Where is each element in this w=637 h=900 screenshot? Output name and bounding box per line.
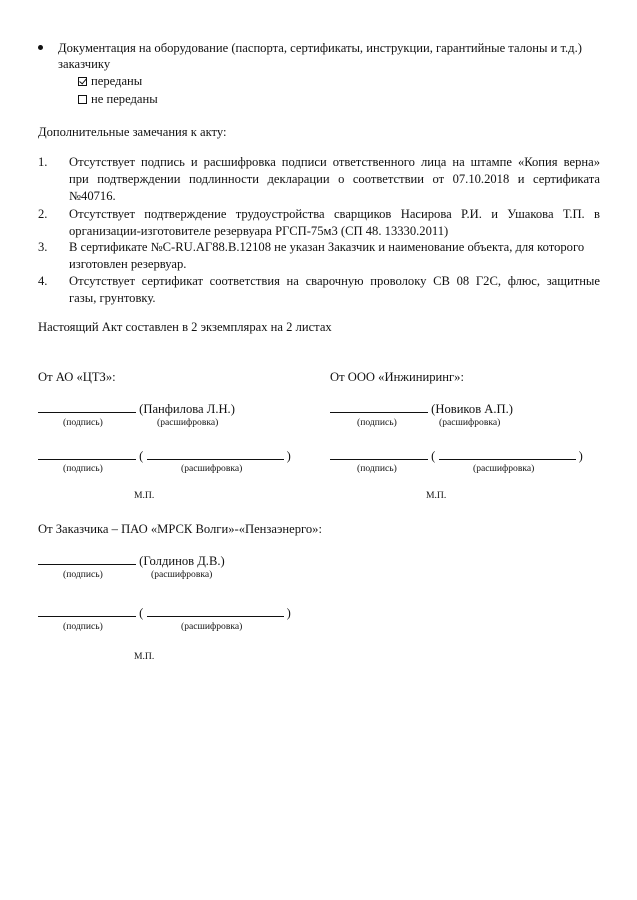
decode-caption: (расшифровка) (157, 417, 219, 428)
sign-caption: (подпись) (63, 569, 103, 580)
decode-caption: (расшифровка) (473, 463, 535, 474)
customer-signature-header: От Заказчика – ПАО «МРСК Волги»-«Пензаэнерго»: (38, 522, 322, 536)
decode-caption: (расшифровка) (181, 621, 243, 632)
customer-signature-line-1 (38, 552, 225, 570)
remark-line: Отсутствует подтверждение трудоустройства сварщиков Насирова Р.И. и Ушакова Т.П. в (69, 207, 600, 221)
remark-line: изготовлен резервуар. (69, 257, 187, 271)
eng-signature-header: От ООО «Инжиниринг»: (330, 370, 464, 384)
docs-bullet-line2: заказчику (58, 57, 111, 71)
decode-caption: (расшифровка) (181, 463, 243, 474)
stamp-label: М.П. (134, 651, 155, 662)
ctz-signature-header: От АО «ЦТЗ»: (38, 370, 116, 384)
remark-number: 1. (38, 155, 48, 169)
sign-caption: (подпись) (63, 621, 103, 632)
remark-line: газы, грунтовку. (69, 291, 156, 305)
remark-number: 3. (38, 240, 48, 254)
sign-caption: (подпись) (357, 417, 397, 428)
signature-blank (38, 552, 136, 565)
sign-caption: (подпись) (357, 463, 397, 474)
eng-signature-line-1 (330, 400, 513, 418)
stamp-label: М.П. (426, 490, 447, 501)
signature-blank (330, 400, 428, 413)
sign-caption: (подпись) (63, 463, 103, 474)
decode-blank (147, 447, 284, 460)
decode-blank (439, 447, 576, 460)
docs-bullet-line1: Документация на оборудование (паспорта, сертификаты, инструкции, гарантийные талоны и т.д.) (58, 41, 582, 55)
decode-caption: (расшифровка) (439, 417, 501, 428)
stamp-label: М.П. (134, 490, 155, 501)
decode-blank (147, 604, 284, 617)
remark-line: организации-изготовителе резервуара РГСП-75м3 (СП 48. 13330.2011) (69, 224, 449, 238)
option-not-transferred[interactable] (78, 91, 158, 108)
decode-caption: (расшифровка) (151, 569, 213, 580)
option-transferred-label: переданы (91, 74, 143, 88)
customer-signatory-name: (Голдинов Д.В.) (139, 554, 225, 568)
remark-number: 2. (38, 207, 48, 221)
remark-line: Отсутствует сертификат соответствия на сварочную проволоку СВ 08 Г2С, флюс, защитные (69, 274, 600, 288)
option-transferred[interactable] (78, 73, 142, 90)
eng-signatory-name: (Новиков А.П.) (431, 402, 513, 416)
remark-line: при подтверждении подлинности декларации о соответствии от 07.10.2018 и сертификата (69, 172, 600, 186)
checkbox-transferred[interactable] (78, 77, 87, 86)
signature-blank (38, 400, 136, 413)
close-paren: ) (286, 606, 291, 620)
remarks-heading: Дополнительные замечания к акту: (38, 125, 227, 139)
open-paren: ( (431, 449, 436, 463)
remark-line: №40716. (69, 189, 116, 203)
ctz-signature-line-1 (38, 400, 235, 418)
open-paren: ( (139, 606, 144, 620)
checkbox-not-transferred[interactable] (78, 95, 87, 104)
remark-number: 4. (38, 274, 48, 288)
close-paren: ) (578, 449, 583, 463)
close-paren: ) (286, 449, 291, 463)
open-paren: ( (139, 449, 144, 463)
ctz-signatory-name: (Панфилова Л.Н.) (139, 402, 235, 416)
copies-note: Настоящий Акт составлен в 2 экземплярах на 2 листах (38, 320, 332, 334)
signature-blank (330, 447, 428, 460)
bullet-icon (38, 45, 43, 50)
remark-line: Отсутствует подпись и расшифровка подписи ответственного лица на штампе «Копия верна» (69, 155, 600, 169)
signature-blank (38, 447, 136, 460)
signature-blank (38, 604, 136, 617)
remark-line: В сертификате №С-RU.АГ88.В.12108 не указан Заказчик и наименование объекта, для которого (69, 240, 585, 254)
customer-signature-line-2 (38, 604, 291, 622)
sign-caption: (подпись) (63, 417, 103, 428)
option-not-transferred-label: не переданы (91, 92, 158, 106)
